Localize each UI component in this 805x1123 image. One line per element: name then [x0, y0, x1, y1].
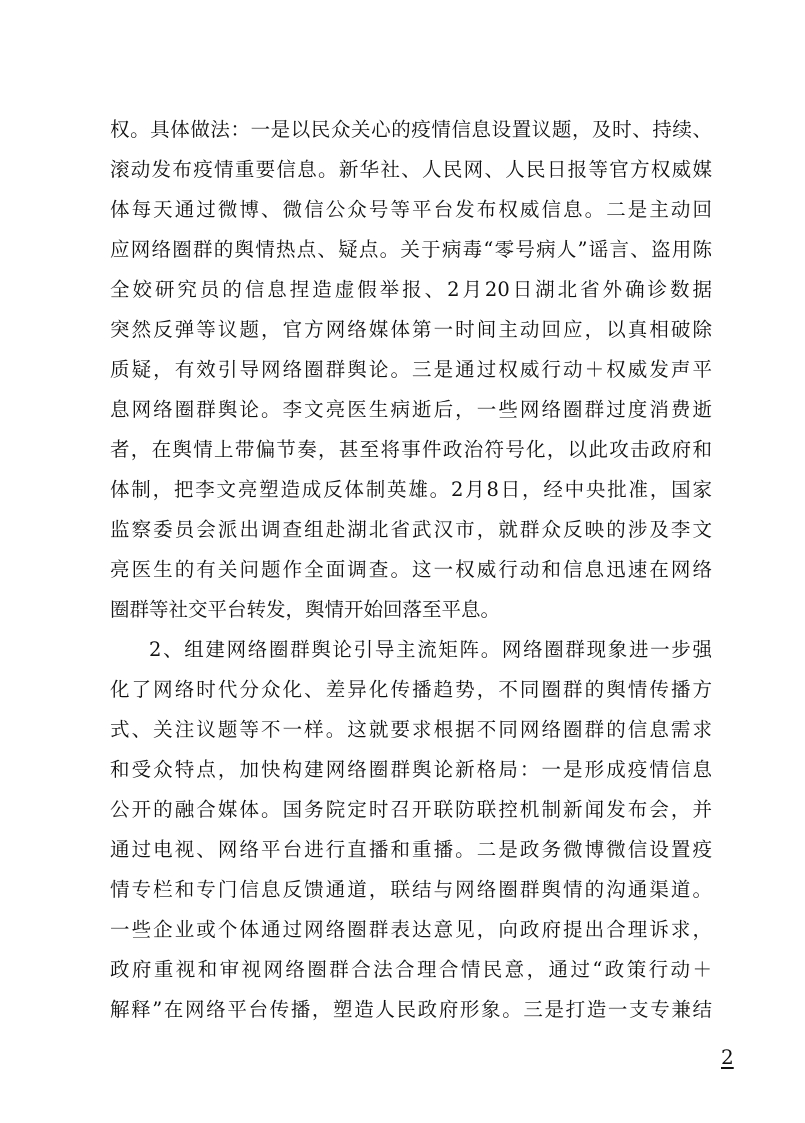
page-number: 2: [721, 1045, 734, 1069]
text-line: 解释”在网络平台传播，塑造人民政府形象。三是打造一支专兼结: [110, 998, 712, 1021]
text-line: 体制，把李文亮塑造成反体制英雄。2月8日，经中央批准，国家: [110, 478, 712, 501]
text-line: 政府重视和审视网络圈群合法合理合情民意，通过“政策行动＋: [110, 958, 712, 981]
text-line: 者，在舆情上带偏节奏，甚至将事件政治符号化，以此攻击政府和: [110, 438, 712, 461]
text-line: 2、组建网络圈群舆论引导主流矩阵。网络圈群现象进一步强: [149, 638, 712, 661]
text-line: 一些企业或个体通过网络圈群表达意见，向政府提出合理诉求，: [110, 918, 712, 941]
text-line: 滚动发布疫情重要信息。新华社、人民网、人民日报等官方权威媒: [110, 158, 712, 181]
text-line: 监察委员会派出调查组赴湖北省武汉市，就群众反映的涉及李文: [110, 518, 712, 541]
text-line: 化了网络时代分众化、差异化传播趋势，不同圈群的舆情传播方: [110, 678, 712, 701]
text-line: 息网络圈群舆论。李文亮医生病逝后，一些网络圈群过度消费逝: [110, 398, 712, 421]
paragraph-2: [110, 630, 712, 1030]
text-line: 圈群等社交平台转发，舆情开始回落至平息。: [110, 598, 501, 621]
body-text: [110, 110, 712, 1030]
text-line: 体每天通过微博、微信公众号等平台发布权威信息。二是主动回: [110, 198, 712, 221]
text-line: 公开的融合媒体。国务院定时召开联防联控机制新闻发布会，并: [110, 798, 712, 821]
text-line: 情专栏和专门信息反馈通道，联结与网络圈群舆情的沟通渠道。: [110, 878, 712, 901]
text-line: 权。具体做法：一是以民众关心的疫情信息设置议题，及时、持续、: [110, 118, 712, 141]
paragraph-1: [110, 110, 712, 630]
text-line: 通过电视、网络平台进行直播和重播。二是政务微博微信设置疫: [110, 838, 712, 861]
text-line: 应网络圈群的舆情热点、疑点。关于病毒“零号病人”谣言、盗用陈: [110, 238, 712, 261]
text-line: 亮医生的有关问题作全面调查。这一权威行动和信息迅速在网络: [110, 558, 712, 581]
text-line: 全姣研究员的信息捏造虚假举报、2月20日湖北省外确诊数据: [110, 278, 712, 301]
text-line: 式、关注议题等不一样。这就要求根据不同网络圈群的信息需求: [110, 718, 712, 741]
text-line: 和受众特点，加快构建网络圈群舆论新格局：一是形成疫情信息: [110, 758, 712, 781]
text-line: 突然反弹等议题，官方网络媒体第一时间主动回应，以真相破除: [110, 318, 712, 341]
text-line: 质疑，有效引导网络圈群舆论。三是通过权威行动＋权威发声平: [110, 358, 712, 381]
